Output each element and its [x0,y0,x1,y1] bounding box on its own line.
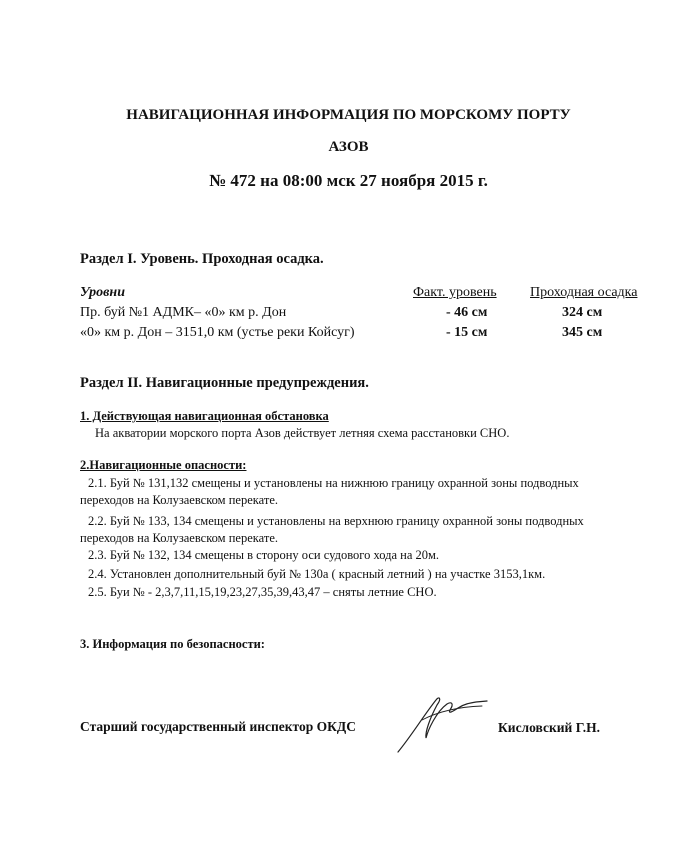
document-title: НАВИГАЦИОННАЯ ИНФОРМАЦИЯ ПО МОРСКОМУ ПОРТУ [126,107,571,123]
hazard-item-line: переходов на Колузаевском перекате. [80,493,278,507]
level-row-fact: - 15 см [446,325,488,340]
hazard-item-line: 2.3. Буй № 132, 134 смещены в сторону оси судового хода на 20м. [88,548,440,562]
hazard-item-line: 2.1. Буй № 131,132 смещены и установлены на нижнюю границу охранной зоны подводных [88,476,579,490]
port-name: АЗОВ [328,139,369,155]
hazard-item-line: переходов на Колузаевском перекате. [80,531,278,545]
signatory-position: Старший государственный инспектор ОКДС [80,719,356,734]
level-row-fact: - 46 см [446,305,488,320]
signatory-name: Кисловский Г.Н. [498,720,601,735]
levels-label: Уровни [80,285,125,300]
level-row-draft: 324 см [562,305,603,320]
hazard-item-line: 2.4. Установлен дополнительный буй № 130а ( красный летний ) на участке 3153,1км. [88,567,546,581]
hazard-item-line: 2.5. Буи № - 2,3,7,11,15,19,23,27,35,39,43,47 – сняты летние СНО. [88,585,437,599]
column-header-draft: Проходная осадка [530,285,638,300]
report-number-line: № 472 на 08:00 мск 27 ноября 2015 г. [209,171,488,190]
level-row-label: Пр. буй №1 АДМК– «0» км р. Дон [80,305,287,320]
hazard-item-line: 2.2. Буй № 133, 134 смещены и установлены на верхнюю границу охранной зоны подводных [88,514,584,528]
level-row-draft: 345 см [562,325,603,340]
subsection2-heading: 2.Навигационные опасности: [80,458,247,472]
subsection1-heading: 1. Действующая навигационная обстановка [80,409,329,423]
level-row-label: «0» км р. Дон – 3151,0 км (устье реки Койсуг) [80,325,355,340]
subsection3-heading: 3. Информация по безопасности: [80,637,265,651]
section2-heading: Раздел II. Навигационные предупреждения. [80,375,369,391]
column-header-fact-level: Факт. уровень [413,285,497,300]
subsection1-text: На акватории морского порта Азов действует летняя схема расстановки СНО. [95,426,510,440]
section1-heading: Раздел I. Уровень. Проходная осадка. [80,251,324,267]
handwritten-signature [392,690,492,760]
